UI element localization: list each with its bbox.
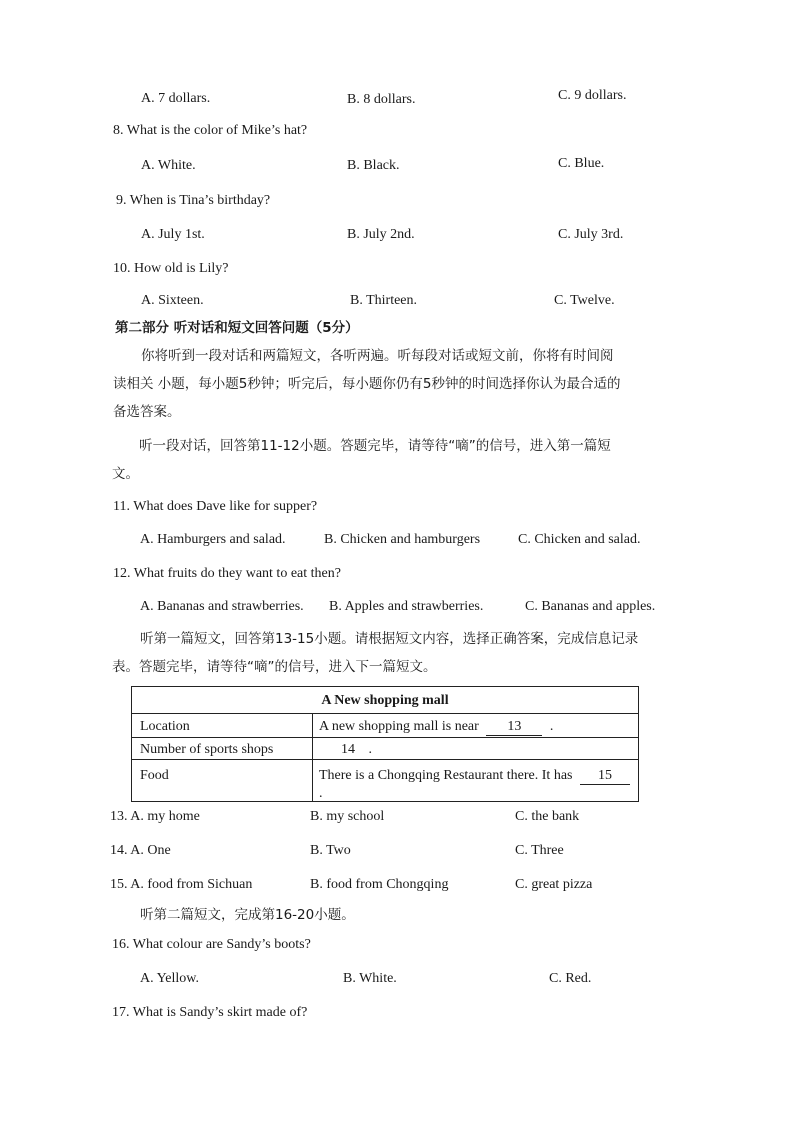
q8-option-c: C. Blue. xyxy=(558,156,605,171)
part2-instruction-line1: 你将听到一段对话和两篇短文，各听两遍。听每段对话或短文前，你将有时间阅 xyxy=(141,348,614,364)
q9-option-a: A. July 1st. xyxy=(141,227,205,242)
q10-stem: 10. How old is Lily? xyxy=(113,261,229,276)
q12-stem: 12. What fruits do they want to eat then? xyxy=(113,566,341,581)
q7-option-a: A. 7 dollars. xyxy=(141,91,211,106)
part2-instruction-line2: 读相关 小题，每小题5秒钟；听完后，每小题你仍有5秒钟的时间选择你认为最合适的 xyxy=(113,376,621,392)
q12-option-c: C. Bananas and apples. xyxy=(525,599,656,614)
sports-shops-end: . xyxy=(368,742,372,757)
table-value-food xyxy=(319,768,630,785)
q11-option-a: A. Hamburgers and salad. xyxy=(140,532,286,547)
q13-option-c: C. the bank xyxy=(515,809,580,824)
q13-option-b: B. my school xyxy=(310,809,385,824)
part2-heading: 第二部分 听对话和短文回答问题（5分） xyxy=(115,320,359,336)
q14-option-b: B. Two xyxy=(310,843,351,858)
q9-option-b: B. July 2nd. xyxy=(347,227,415,242)
table-row-divider xyxy=(132,737,638,738)
table-label-location: Location xyxy=(140,719,190,734)
passage2-instruction: 听第二篇短文，完成第16-20小题。 xyxy=(140,907,355,923)
q10-option-b: B. Thirteen. xyxy=(350,293,418,308)
q16-option-c: C. Red. xyxy=(549,971,592,986)
blank-13: 13 xyxy=(486,719,542,736)
q11-stem: 11. What does Dave like for supper? xyxy=(113,499,318,514)
q8-option-b: B. Black. xyxy=(347,158,400,173)
q9-option-c: C. July 3rd. xyxy=(558,227,624,242)
q15-option-a: 15. A. food from Sichuan xyxy=(110,877,253,892)
table-row-divider xyxy=(132,713,638,714)
table-row-divider xyxy=(132,759,638,760)
table-column-divider xyxy=(312,713,313,801)
q16-stem: 16. What colour are Sandy’s boots? xyxy=(112,937,311,952)
q10-option-a: A. Sixteen. xyxy=(141,293,204,308)
food-text: There is a Chongqing Restaurant there. It has xyxy=(319,768,573,783)
q11-option-b: B. Chicken and hamburgers xyxy=(324,532,481,547)
blank-14: 14 xyxy=(341,742,355,757)
dialog-instruction-line1: 听一段对话，回答第11-12小题。答题完毕，请等待“嘀”的信号，进入第一篇短 xyxy=(139,438,611,454)
q9-stem: 9. When is Tina’s birthday? xyxy=(116,193,271,208)
dialog-instruction-line2: 文。 xyxy=(112,466,139,482)
info-record-table xyxy=(131,686,639,802)
q7-option-c: C. 9 dollars. xyxy=(558,88,627,103)
q15-option-c: C. great pizza xyxy=(515,877,593,892)
food-end: . xyxy=(319,786,323,801)
q16-option-b: B. White. xyxy=(343,971,397,986)
q11-option-c: C. Chicken and salad. xyxy=(518,532,641,547)
q8-stem: 8. What is the color of Mike’s hat? xyxy=(113,123,308,138)
passage1-instruction-line1: 听第一篇短文，回答第13-15小题。请根据短文内容，选择正确答案，完成信息记录 xyxy=(140,631,639,647)
table-label-food: Food xyxy=(140,768,169,783)
q14-option-c: C. Three xyxy=(515,843,564,858)
q15-option-b: B. food from Chongqing xyxy=(310,877,449,892)
q10-option-c: C. Twelve. xyxy=(554,293,615,308)
part2-instruction-line3: 备选答案。 xyxy=(113,404,181,420)
q16-option-a: A. Yellow. xyxy=(140,971,199,986)
location-text: A new shopping mall is near xyxy=(319,719,479,734)
blank-15: 15 xyxy=(580,768,630,785)
passage1-instruction-line2: 表。答题完毕，请等待“嘀”的信号，进入下一篇短文。 xyxy=(112,659,437,675)
table-label-sports-shops: Number of sports shops xyxy=(140,742,274,757)
q17-stem: 17. What is Sandy’s skirt made of? xyxy=(112,1005,308,1020)
table-value-location xyxy=(319,719,553,736)
q12-option-b: B. Apples and strawberries. xyxy=(329,599,484,614)
table-title: A New shopping mall xyxy=(321,693,449,708)
q12-option-a: A. Bananas and strawberries. xyxy=(140,599,304,614)
table-value-sports-shops xyxy=(341,742,372,758)
location-end: . xyxy=(549,719,554,734)
q8-option-a: A. White. xyxy=(141,158,196,173)
q13-option-a: 13. A. my home xyxy=(110,809,200,824)
q7-option-b: B. 8 dollars. xyxy=(347,92,416,107)
q14-option-a: 14. A. One xyxy=(110,843,171,858)
